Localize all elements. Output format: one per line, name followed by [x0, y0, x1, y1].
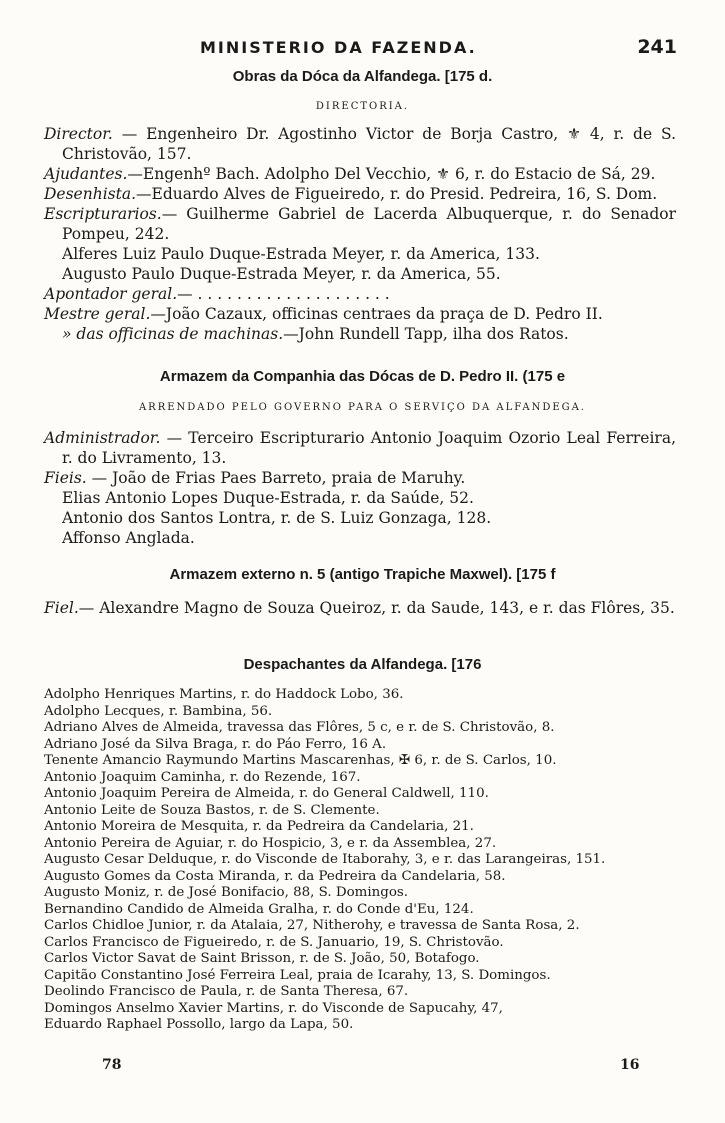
entry: [44, 244, 676, 264]
list-item: Augusto Cesar Delduque, r. do Visconde de Itaborahy, 3, e r. das Larangeiras, 151.: [44, 852, 606, 867]
entry: [44, 304, 676, 324]
entry-text: — Engenheiro Dr. Agostinho Victor de Borja Castro, ⚜ 4, r. de S. Christovão, 157.: [62, 125, 676, 163]
entry-text: Antonio dos Santos Lontra, r. de S. Luiz Gonzaga, 128.: [62, 509, 492, 527]
list-item: Tenente Amancio Raymundo Martins Mascarenhas, ✠ 6, r. de S. Carlos, 10.: [44, 753, 557, 768]
entry: [44, 324, 676, 344]
entry: [44, 184, 676, 204]
entry-role: Mestre geral.: [44, 305, 151, 323]
entry-text: —João Cazaux, officinas centraes da praça de D. Pedro II.: [150, 305, 603, 323]
section-title-obras: Obras da Dóca da Alfandega. [175 d.: [232, 68, 493, 85]
entry-text: — Alexandre Magno de Souza Queiroz, r. da Saude, 143, e r. das Flôres, 35.: [78, 599, 675, 617]
entry-text: Alferes Luiz Paulo Duque-Estrada Meyer, r. da America, 133.: [62, 245, 540, 263]
entry: [44, 264, 676, 284]
entries-armazem: [44, 428, 676, 548]
list-item: Antonio Leite de Souza Bastos, r. de S. Clemente.: [44, 802, 380, 818]
entry-text: — . . . . . . . . . . . . . . . . . . . .: [177, 285, 390, 303]
list-item: Eduardo Raphael Possollo, largo da Lapa, 50.: [44, 1017, 354, 1032]
page-footer: [0, 1057, 725, 1075]
entry-role: Escripturarios.: [44, 205, 162, 223]
entry-role: Apontador geral.: [44, 285, 178, 303]
section-subhead-directoria: DIRECTORIA.: [315, 101, 410, 112]
entry-text: — Terceiro Escripturario Antonio Joaquim Ozorio Leal Ferreira, r. do Livramento, 13.: [62, 429, 676, 467]
section-title-externo: Armazem externo n. 5 (antigo Trapiche Maxwel). [175 f: [169, 566, 556, 583]
signature-mark-left: 78: [102, 1057, 122, 1073]
entry-role: Fieis.: [44, 469, 87, 487]
list-item: Adolpho Henriques Martins, r. do Haddock Lobo, 36.: [44, 687, 404, 702]
entry-text: —Engenhº Bach. Adolpho Del Vecchio, ⚜ 6, r. do Estacio de Sá, 29.: [127, 165, 656, 183]
entry-text: —John Rundell Tapp, ilha dos Ratos.: [283, 325, 569, 343]
list-item: Adriano Alves de Almeida, travessa das Flôres, 5 c, e r. de S. Christovão, 8.: [44, 720, 555, 735]
entry: [44, 468, 676, 488]
list-item: Capitão Constantino José Ferreira Leal, praia de Icarahy, 13, S. Domingos.: [44, 967, 551, 983]
entry-role: Fiel.: [44, 599, 79, 617]
entry-role: Administrador.: [44, 429, 161, 447]
section-title-armazem: Armazem da Companhia das Dócas de D. Pedro II. (175 e: [159, 368, 566, 385]
entry-role: Ajudantes.: [44, 165, 128, 183]
entries-externo: [44, 598, 676, 618]
section-subhead-armazem: ARRENDADO PELO GOVERNO PARA O SERVIÇO DA ALFANDEGA.: [138, 402, 587, 413]
list-item: Antonio Joaquim Caminha, r. do Rezende, 167.: [44, 769, 361, 785]
entry: [44, 488, 676, 508]
list-item: Antonio Moreira de Mesquita, r. da Pedreira da Candelaria, 21.: [44, 819, 474, 834]
entry: [44, 508, 676, 528]
entry: [44, 204, 676, 244]
list-item: Carlos Victor Savat de Saint Brisson, r. de S. João, 50, Botafogo.: [44, 951, 480, 966]
entry: [44, 528, 676, 548]
list-item: Carlos Francisco de Figueiredo, r. de S. Januario, 19, S. Christovão.: [44, 934, 504, 950]
despachantes-list: [44, 687, 684, 1034]
entry-role: Director.: [44, 125, 113, 143]
entry-role: Desenhista.: [44, 185, 137, 203]
entry: [44, 284, 676, 304]
entry: [44, 598, 676, 618]
page-number: 241: [637, 36, 677, 58]
list-item: Adriano José da Silva Braga, r. do Páo Ferro, 16 A.: [44, 736, 387, 752]
entry-text: — Guilherme Gabriel de Lacerda Albuquerque, r. do Senador Pompeu, 242.: [62, 205, 676, 243]
entry: [44, 428, 676, 468]
list-item: Carlos Chidloe Junior, r. da Atalaia, 27, Nitherohy, e travessa de Santa Rosa, 2.: [44, 918, 580, 933]
list-item: Augusto Gomes da Costa Miranda, r. da Pedreira da Candelaria, 58.: [44, 868, 506, 884]
list-item: Antonio Pereira de Aguiar, r. do Hospicio, 3, e r. da Assemblea, 27.: [44, 835, 497, 851]
signature-mark-right: 16: [620, 1057, 640, 1073]
entry-text: —Eduardo Alves de Figueiredo, r. do Presid. Pedreira, 16, S. Dom.: [136, 185, 658, 203]
entry-text: Elias Antonio Lopes Duque-Estrada, r. da Saúde, 52.: [62, 489, 474, 507]
entry-text: Affonso Anglada.: [62, 529, 195, 547]
section-title-despachantes: Despachantes da Alfandega. [176: [243, 656, 482, 673]
list-item: Adolpho Lecques, r. Bambina, 56.: [44, 703, 273, 719]
list-item: Deolindo Francisco de Paula, r. de Santa Theresa, 67.: [44, 984, 409, 999]
entry-text: — João de Frias Paes Barreto, praia de Maruhy.: [86, 469, 466, 487]
list-item: Antonio Joaquim Pereira de Almeida, r. do General Caldwell, 110.: [44, 786, 489, 801]
page-header: [0, 38, 725, 62]
entries-obras: [44, 124, 676, 344]
list-item: Domingos Anselmo Xavier Martins, r. do Visconde de Sapucahy, 47,: [44, 1000, 503, 1016]
list-item: Augusto Moniz, r. de José Bonifacio, 88, S. Domingos.: [44, 885, 409, 900]
entry-text: Augusto Paulo Duque-Estrada Meyer, r. da America, 55.: [62, 265, 501, 283]
running-head: MINISTERIO DA FAZENDA.: [200, 38, 477, 57]
list-item: Bernandino Candido de Almeida Gralha, r. do Conde d'Eu, 124.: [44, 901, 474, 917]
entry: [44, 164, 676, 184]
entry: [44, 124, 676, 164]
entry-role: » das officinas de machinas.: [62, 325, 284, 343]
